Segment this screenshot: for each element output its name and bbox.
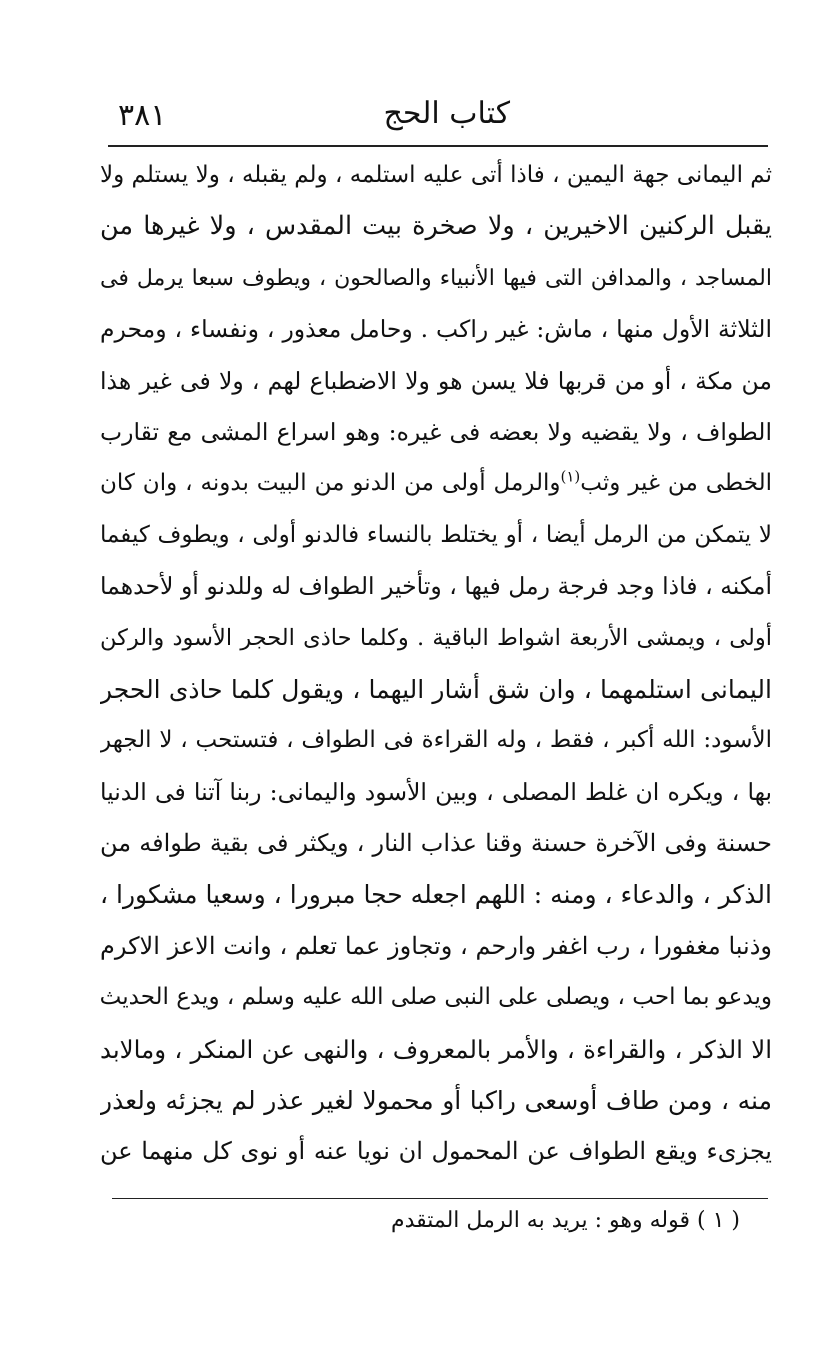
footnote: ( ١ ) قوله وهو : يريد به الرمل المتقدم [390, 1208, 740, 1233]
text-line: أولى ، ويمشى الأربعة اشواط الباقية . وكلما حاذى الحجر الأسود والركن [100, 624, 772, 651]
text-line: الطواف ، ولا يقضيه ولا بعضه فى غيره: وهو اسراع المشى مع تقارب [100, 417, 772, 446]
page-title: كتاب الحج [383, 96, 510, 131]
line-rest-text: والرمل أولى من الدنو من البيت بدونه ، وان كان [100, 470, 561, 497]
text-line-with-footnote-ref [100, 458, 772, 509]
text-line: لا يتمكن من الرمل أيضا ، أو يختلط بالنساء فالدنو أولى ، ويطوف كيفما [100, 521, 772, 548]
header-rule [108, 145, 768, 147]
text-line: اليمانى استلمهما ، وان شق أشار اليهما ، ويقول كلما حاذى الحجر [100, 674, 772, 704]
page-number: ٣٨١ [118, 98, 167, 133]
text-line: وذنبا مغفورا ، رب اغفر وارحم ، وتجاوز عما تعلم ، وانت الاعز الاكرم [100, 931, 772, 960]
text-line: الذكر ، والدعاء ، ومنه : اللهم اجعله حجا مبرورا ، وسعيا مشكورا ، [100, 880, 772, 910]
text-line: ويدعو بما احب ، ويصلى على النبى صلى الله عليه وسلم ، ويدع الحديث [100, 984, 772, 1011]
text-line: يقبل الركنين الاخيرين ، ولا صخرة بيت المقدس ، ولا غيرها من [100, 211, 772, 242]
text-line: بها ، ويكره ان غلط المصلى ، وبين الأسود واليمانى: ربنا آتنا فى الدنيا [100, 777, 772, 806]
text-line: حسنة وفى الآخرة حسنة وقنا عذاب النار ، ويكثر فى بقية طوافه من [100, 829, 772, 858]
text-line: الثلاثة الأول منها ، ماش: غير راكب . وحامل معذور ، ونفساء ، ومحرم [100, 315, 772, 344]
text-line: الا الذكر ، والقراءة ، والأمر بالمعروف ، والنهى عن المنكر ، ومالابد [100, 1034, 772, 1064]
text-line: منه ، ومن طاف أوسعى راكبا أو محمولا لغير عذر لم يجزئه ولعذر [100, 1086, 772, 1116]
footnote-rule [112, 1198, 768, 1199]
line-start-text: الخطى من غير وثب [580, 470, 772, 497]
text-line: المساجد ، والمدافن التى فيها الأنبياء والصالحون ، ويطوف سبعا يرمل فى [100, 265, 772, 291]
footnote-reference: (١) [560, 467, 581, 486]
text-line: أمكنه ، فاذا وجد فرجة رمل فيها ، وتأخير الطواف له وللدنو أو لأحدهما [100, 572, 772, 601]
running-header [110, 88, 760, 140]
text-line: يجزىء ويقع الطواف عن المحمول ان نويا عنه أو نوى كل منهما عن [100, 1137, 772, 1166]
text-line: الأسود: الله أكبر ، فقط ، وله القراءة فى الطواف ، فتستحب ، لا الجهر [100, 727, 772, 754]
text-line: ثم اليمانى جهة اليمين ، فاذا أتى عليه استلمه ، ولم يقبله ، ولا يستلم ولا [100, 162, 772, 188]
text-line: من مكة ، أو من قربها فلا يسن هو ولا الاضطباع لهم ، ولا فى غير هذا [100, 366, 772, 395]
body-text [100, 150, 772, 1178]
